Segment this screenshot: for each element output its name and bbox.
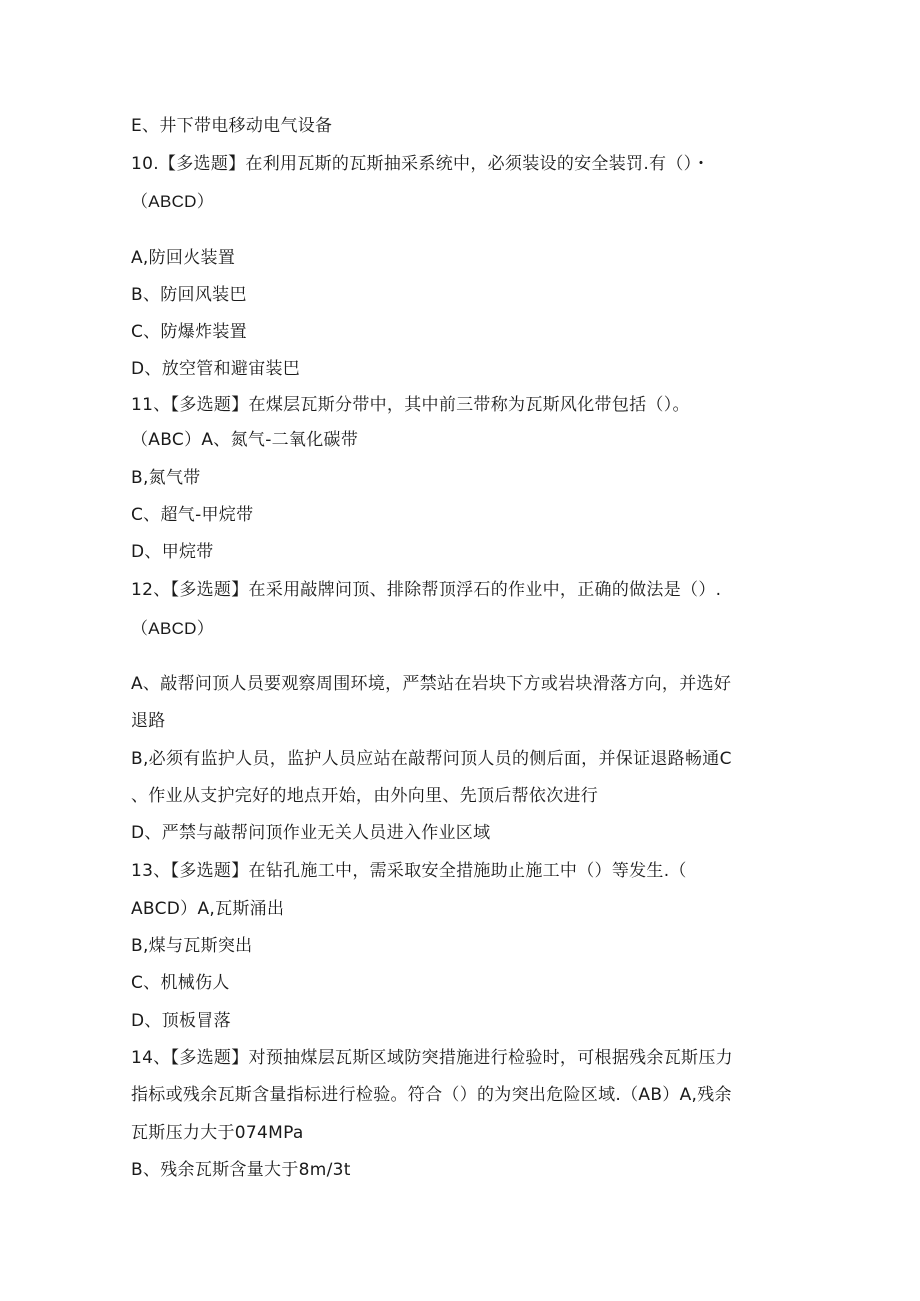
question-14-line1: 14、【多选题】对预抽煤层瓦斯区域防突措施进行检验时，可根据残余瓦斯压力 bbox=[131, 1048, 733, 1068]
answer-11-line: （ABC）A、氮气-二氧化碳带 bbox=[131, 430, 359, 450]
question-14-line2: 指标或残余瓦斯含量指标进行检验。符合（）的为突出危险区域.（AB）A,残余 bbox=[131, 1085, 732, 1105]
option-11b-line: B,氮气带 bbox=[131, 468, 201, 488]
option-13d-line: D、顶板冒落 bbox=[131, 1011, 231, 1031]
option-11c-line: C、超气-甲烷带 bbox=[131, 505, 254, 525]
option-14a-line: 瓦斯压力大于074MPa bbox=[131, 1123, 304, 1143]
option-10e-line: E、井下带电移动电气设备 bbox=[131, 116, 333, 136]
answer-10-line: （ABCD） bbox=[131, 192, 215, 211]
question-11-line: 11、【多选题】在煤层瓦斯分带中，其中前三带称为瓦斯风化带包括（）。 bbox=[131, 395, 690, 415]
option-12b-line: B,必须有监护人员，监护人员应站在敲帮问顶人员的侧后面，并保证退路畅通C bbox=[131, 749, 732, 769]
question-10-line: 10.【多选题】在利用瓦斯的瓦斯抽采系统中，必须装设的安全装罚.有（）・ bbox=[131, 154, 710, 174]
answer-13-line: ABCD）A,瓦斯涌出 bbox=[131, 899, 285, 919]
option-11d-line: D、甲烷带 bbox=[131, 542, 214, 562]
option-13b-line: B,煤与瓦斯突出 bbox=[131, 936, 253, 956]
option-12c-line: 、作业从支护完好的地点开始，由外向里、先顶后帮依次进行 bbox=[131, 786, 599, 806]
option-12a-line1: A、敲帮问顶人员要观察周围环境，严禁站在岩块下方或岩块滑落方向，并选好 bbox=[131, 674, 732, 694]
option-10c-line: C、防爆炸装置 bbox=[131, 322, 247, 342]
answer-12-line: （ABCD） bbox=[131, 619, 215, 638]
question-12-line: 12、【多选题】在采用敲牌问顶、排除帮顶浮石的作业中，正确的做法是（）. bbox=[131, 580, 722, 600]
option-10d-line: D、放空管和避宙装巴 bbox=[131, 359, 301, 379]
option-13c-line: C、机械伤人 bbox=[131, 973, 230, 993]
option-10a-line: A,防回火装置 bbox=[131, 248, 236, 268]
option-12d-line: D、严禁与敲帮问顶作业无关人员进入作业区域 bbox=[131, 823, 491, 843]
question-13-line: 13、【多选题】在钻孔施工中，需采取安全措施助止施工中（）等发生.（ bbox=[131, 861, 687, 881]
option-14b-line: B、残余瓦斯含量大于8m∕3t bbox=[131, 1160, 351, 1180]
option-12a-line2: 退路 bbox=[131, 711, 166, 731]
option-10b-line: B、防回风装巴 bbox=[131, 285, 247, 305]
